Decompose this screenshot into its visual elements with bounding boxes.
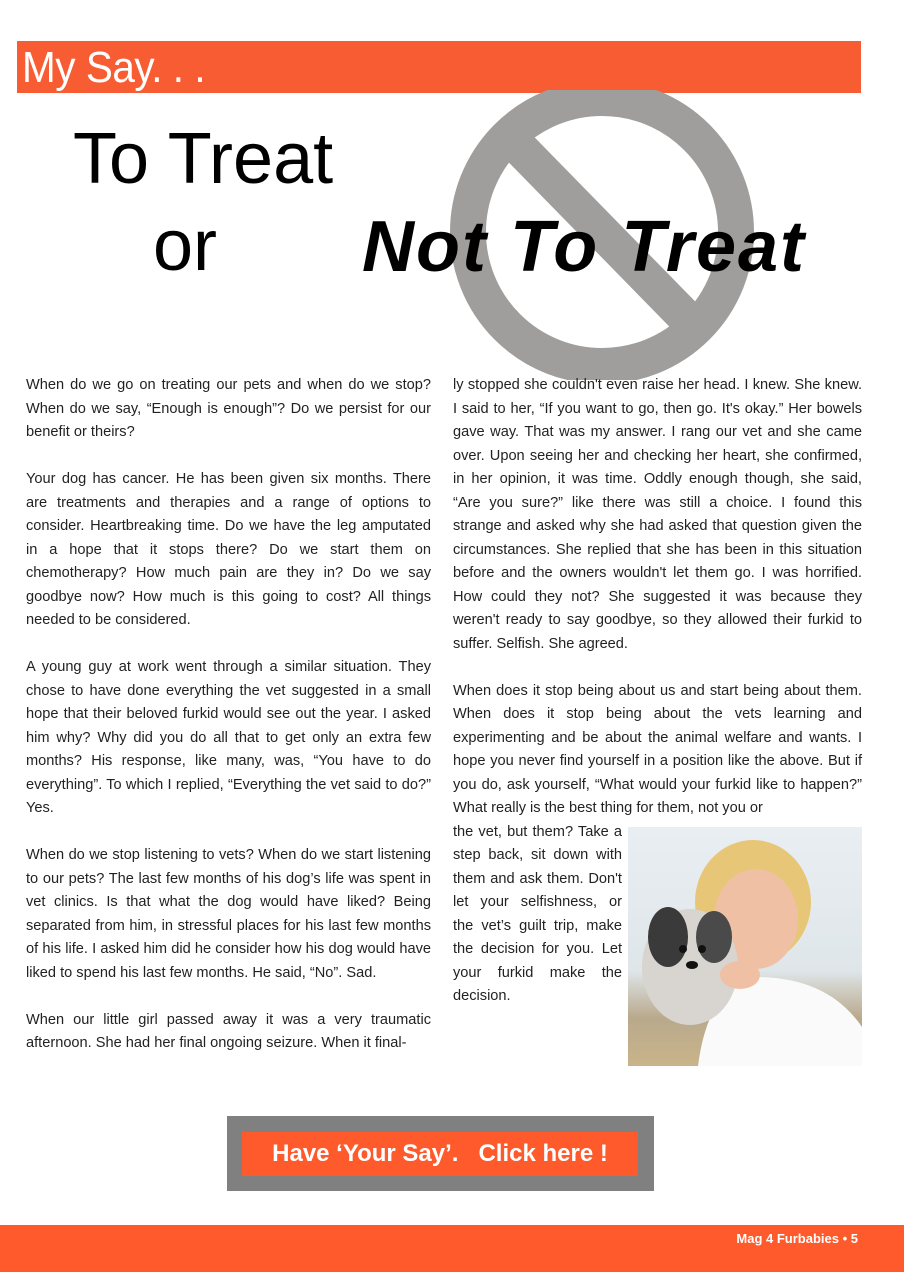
paragraph: When do we go on treating our pets and when do we stop? When do we say, “Enough is enough”? Do we persist for our benefit or theirs? [26,377,431,440]
footer-bar [0,1225,904,1272]
photo-wrap-block [453,821,862,1066]
paragraph: When does it stop being about us and start being about them. When does it stop being about the vets learning and experimenting and be about the animal welfare and wants. I hope you never find yourself in a position like the above. But if you do, ask yourself, “What would your furkid like to happen?” What really is the best thing for them, not you or [453,682,862,816]
title-line-1: To Treat [73,119,334,199]
paragraph: ly stopped she couldn't even raise her head. I knew. She knew. I said to her, “If you want to go, then go. It's okay.” Her bowels gave way. That was my answer. I rang our vet and she came over. Upon seeing her and checking her heart, she confirmed, in her opinion, it was time. Oddly enough though, she said, “Are you sure?” like there was still a choice. I found this strange and asked why she had asked that question given the circumstances. She replied that she has been in this situation before and the owners wouldn't let them go. I was horrified. How could they not? She suggested it was because they weren't ready to say goodbye, so they allowed their furkid to suffer. Selfish. She agreed. [453,377,862,652]
author-with-dog-photo [628,827,862,1066]
paragraph: A young guy at work went through a similar situation. They chose to have done everything the vet suggested in a small hope that their beloved furkid would see out the year. I asked him why? Why did you do all that to get only an extra few months? His response, like many, was, “You have to do everything”. To which I replied, “Everything the vet said to do?” Yes. [26,659,431,816]
paragraph-wrap-text: the vet, but them? Take a step back, sit down with them and ask them. Don't let your selfishness, or the vet’s guilt trip, make the decision for you. Let your furkid make the decision. [453,823,622,1004]
section-title: My Say. . . [22,43,206,92]
article-column-right [453,374,862,1066]
paragraph: When our little girl passed away it was a very traumatic afternoon. She had her final ongoing seizure. When it final- [26,1011,431,1051]
title-line-2: or [153,206,218,286]
section-header-bar [17,41,861,93]
have-your-say-button[interactable]: Have ‘Your Say’. Click here ! [242,1132,638,1176]
footer-page-label: Mag 4 Furbabies • 5 [736,1231,858,1246]
article-column-left [26,374,431,1079]
cta-frame [227,1116,654,1191]
paragraph: When do we stop listening to vets? When do we start listening to our pets? The last few months of his dog’s life was spent in vet clinics. Is that what the dog would have liked? Being separated from him, in stressful places for his last few months of his life. I asked him did he consider how his dog would have liked to spend his last few months. He said, “No”. Sad. [26,847,431,981]
title-line-3: Not To Treat [362,207,807,287]
paragraph: Your dog has cancer. He has been given six months. There are treatments and therapies and a range of options to consider. Heartbreaking time. Do we have the leg amputated in a hope that it stops there? Do we start them on chemotherapy? How much pain are they in? Do we say goodbye now? How much is this going to cost? All things needed to be considered. [26,471,431,628]
